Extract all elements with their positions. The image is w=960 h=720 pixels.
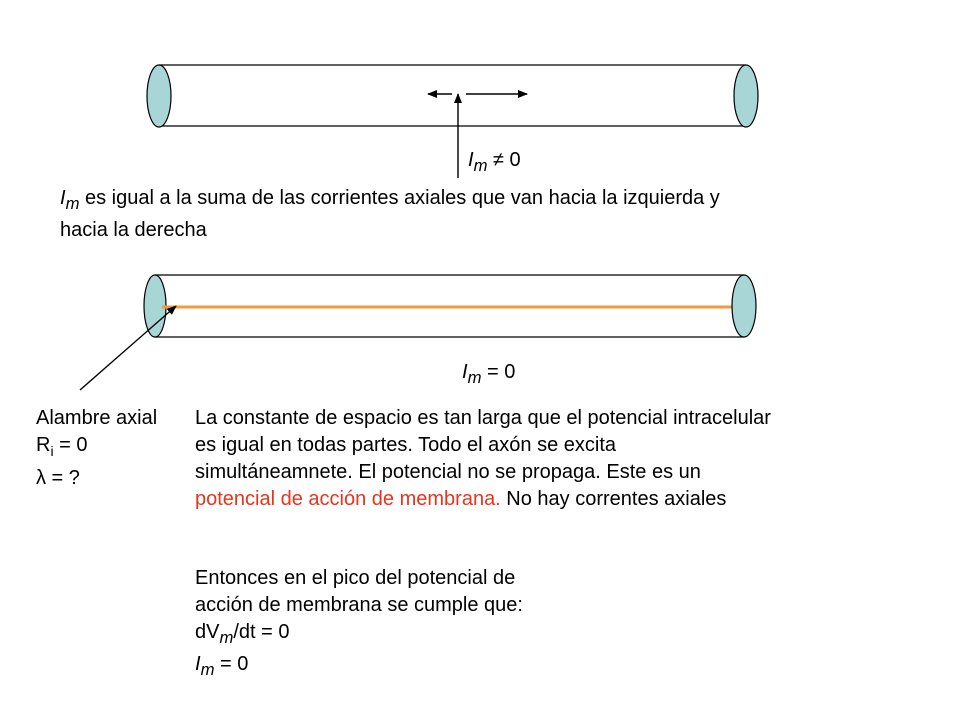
top-label-sub: m <box>473 156 488 175</box>
paragraph2-line2: es igual en todas partes. Todo el axón se excita <box>195 434 617 456</box>
bottom-cylinder <box>144 275 756 337</box>
paragraph2-line1: La constante de espacio es tan larga que el potencial intracelular <box>195 407 771 429</box>
wire-pointer-arrow <box>80 306 176 390</box>
paragraph2-line3: simultáneamnete. El potencial no se propaga. Este es un <box>195 461 701 483</box>
membrane-action-potential-highlight: potencial de acción de membrana. <box>195 488 501 510</box>
paragraph3-line2: acción de membrana se cumple que: <box>195 594 523 616</box>
top-label-symbol: I <box>468 149 474 171</box>
paragraph-space-constant <box>195 405 915 513</box>
bottom-cylinder-right-end <box>732 275 756 337</box>
paragraph1-line1: $I_m$ es igual a la suma de las corrientes axiales que van hacia la izquierda y <box>60 187 720 213</box>
top-cylinder-right-end <box>734 65 758 127</box>
ri-label: $R_i = 0$ <box>36 434 88 459</box>
wire-label: Alambre axial <box>36 407 158 429</box>
bottom-current-label: $I_m = 0$ <box>462 361 516 387</box>
top-cylinder-left-end <box>147 65 171 127</box>
paragraph1-line2: hacia la derecha <box>60 219 207 241</box>
top-cylinder <box>147 65 758 127</box>
lambda-label: λ = ? <box>36 467 80 489</box>
dvdt-equation: $dV_m/dt = 0$ <box>195 621 290 647</box>
paragraph-peak-conditions <box>195 565 695 683</box>
paragraph2-line4: potencial de acción de membrana. No hay correntes axiales <box>195 488 727 510</box>
paragraph3-line1: Entonces en el pico del potencial de <box>195 567 516 589</box>
im-equation: $I_m = 0$ <box>195 653 249 679</box>
top-label-value: ≠ 0 <box>487 149 521 171</box>
top-current-label <box>468 146 521 180</box>
paragraph-axial-sum <box>60 185 860 244</box>
axial-wire-labels <box>36 405 157 492</box>
